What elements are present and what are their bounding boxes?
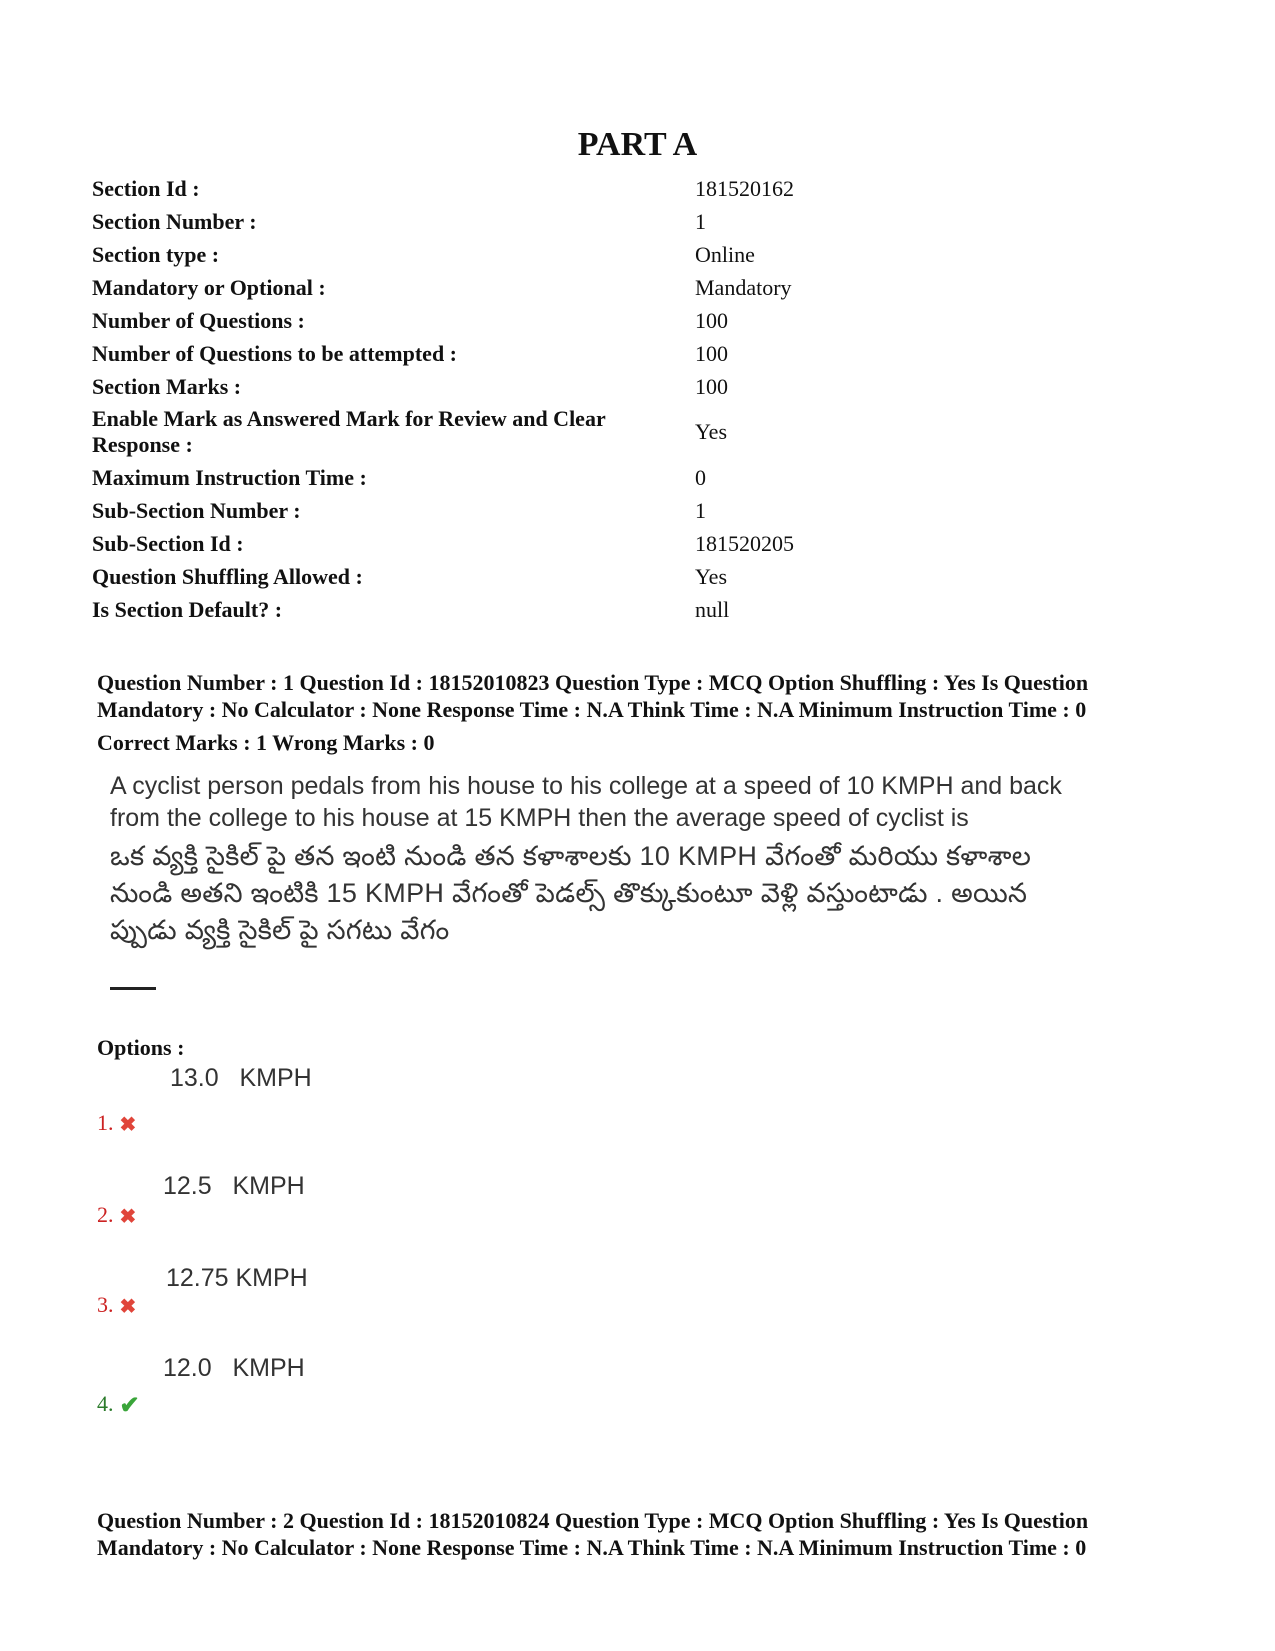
wrong-mark-icon: ✖ xyxy=(119,1296,137,1319)
info-label: Mandatory or Optional : xyxy=(92,274,326,300)
info-label: Section Marks : xyxy=(92,373,242,399)
option-4-number xyxy=(97,1391,140,1420)
answer-blank-line xyxy=(110,987,156,990)
wrong-mark-icon: ✖ xyxy=(119,1114,137,1137)
info-row xyxy=(92,337,1172,370)
info-row xyxy=(92,403,1172,461)
question-2-meta: Question Number : 2 Question Id : 18152010824 Question Type : MCQ Option Shuffling : Yes Is Question Mandatory : No Calculator : None Response Time : N.A Think Time : N.A Minimum Instruction Time : 0 xyxy=(97,1508,1089,1560)
info-value: 0 xyxy=(695,464,706,490)
option-1-text: 13.0 KMPH xyxy=(170,1064,312,1092)
info-value: Yes xyxy=(695,563,728,589)
option-number-label: 3. xyxy=(97,1292,114,1317)
info-row xyxy=(92,560,1172,593)
option-2-text: 12.5 KMPH xyxy=(163,1172,305,1200)
option-3-number xyxy=(97,1292,136,1319)
option-3-text: 12.75 KMPH xyxy=(166,1264,308,1292)
info-row xyxy=(92,172,1172,205)
option-number-label: 2. xyxy=(97,1202,114,1227)
info-value: null xyxy=(695,596,730,622)
info-label: Section Id : xyxy=(92,175,200,201)
info-value: 1 xyxy=(695,497,706,523)
info-row xyxy=(92,370,1172,403)
question-1-text-telugu: ఒక వ్యక్తి సైకిల్ పై తన ఇంటి నుండి తన కళాశాలకు 10 KMPH వేగంతో మరియు కళాశాల నుండి అతని ఇంటికి 15 KMPH వేగంతో పెడల్స్ తొక్కుకుంటూ వెళ్లి వస్తుంటాడు . అయిన ప్పుడు వ్యక్తి సైకిల్ పై సగటు వేగం xyxy=(110,841,1032,945)
info-row xyxy=(92,461,1172,494)
question-1-body xyxy=(110,770,1070,990)
info-row xyxy=(92,494,1172,527)
info-label: Number of Questions to be attempted : xyxy=(92,340,458,366)
info-row xyxy=(92,304,1172,337)
info-label: Sub-Section Id : xyxy=(92,530,244,556)
option-1-number xyxy=(97,1110,136,1137)
info-row xyxy=(92,271,1172,304)
info-value: 100 xyxy=(695,307,728,333)
info-label: Is Section Default? : xyxy=(92,596,283,622)
info-label: Maximum Instruction Time : xyxy=(92,464,367,490)
page-title: PART A xyxy=(577,126,698,163)
option-number-label: 4. xyxy=(97,1391,114,1416)
info-label: Sub-Section Number : xyxy=(92,497,301,523)
info-label: Number of Questions : xyxy=(92,307,305,333)
info-value: 100 xyxy=(695,340,728,366)
info-value: Online xyxy=(695,241,755,267)
info-value: 100 xyxy=(695,373,728,399)
wrong-mark-icon: ✖ xyxy=(119,1206,137,1229)
option-2-number xyxy=(97,1202,136,1229)
info-value: 181520205 xyxy=(695,530,794,556)
info-value: Yes xyxy=(695,419,728,444)
info-label: Question Shuffling Allowed : xyxy=(92,563,363,589)
options-label: Options : xyxy=(97,1035,185,1060)
question-1-meta: Question Number : 1 Question Id : 18152010823 Question Type : MCQ Option Shuffling : Yes Is Question Mandatory : No Calculator : None Response Time : N.A Think Time : N.A Minimum Instruction Time : 0 xyxy=(97,670,1089,722)
info-label: Enable Mark as Answered Mark for Review and Clear Response : xyxy=(92,406,606,457)
question-1-marks: Correct Marks : 1 Wrong Marks : 0 xyxy=(97,730,435,755)
option-4-text: 12.0 KMPH xyxy=(163,1354,305,1382)
info-row xyxy=(92,205,1172,238)
question-1-text-english: A cyclist person pedals from his house to his college at a speed of 10 KMPH and back from the college to his house at 15 KMPH then the average speed of cyclist is xyxy=(110,772,1062,832)
info-row xyxy=(92,238,1172,271)
option-number-label: 1. xyxy=(97,1110,114,1135)
info-value: 181520162 xyxy=(695,175,794,201)
info-label: Section type : xyxy=(92,241,220,267)
correct-check-icon: ✔ xyxy=(119,1393,140,1420)
info-label: Section Number : xyxy=(92,208,257,234)
info-row xyxy=(92,527,1172,560)
info-value: Mandatory xyxy=(695,274,792,300)
info-row xyxy=(92,593,1172,626)
section-info-table xyxy=(92,172,1172,626)
info-value: 1 xyxy=(695,208,706,234)
